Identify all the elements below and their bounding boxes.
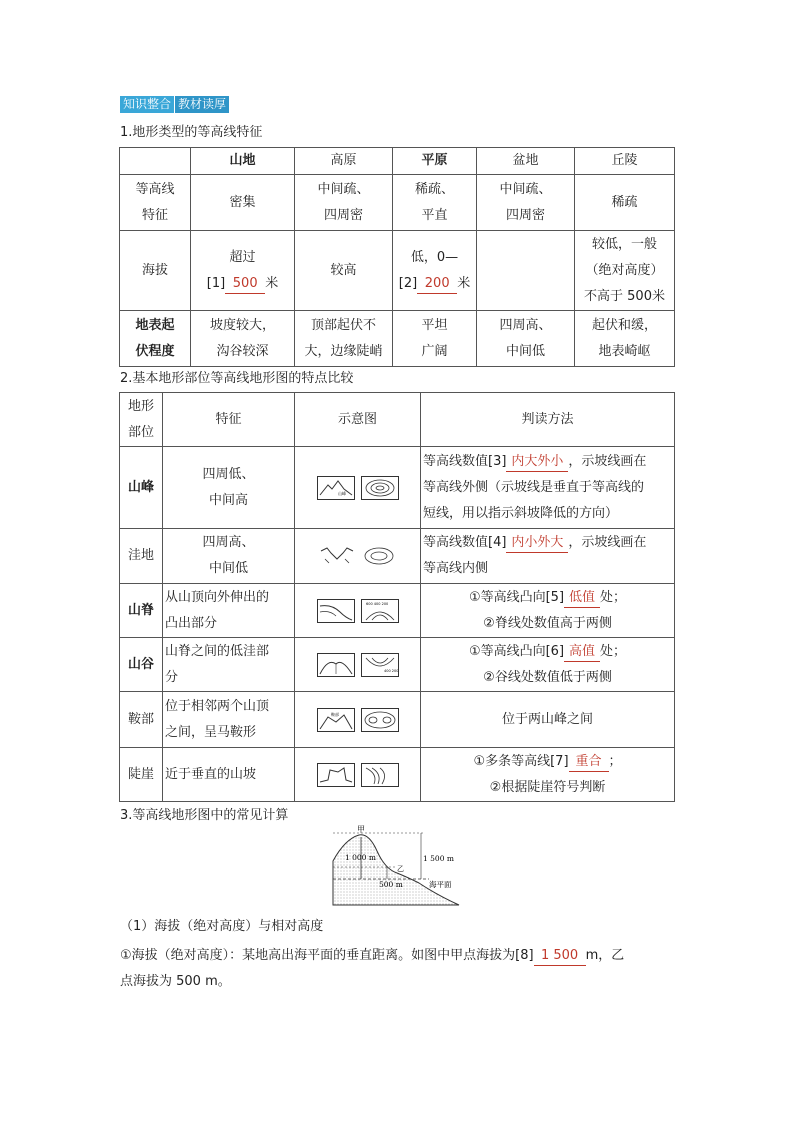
- cliff-contour-sketch: [361, 763, 399, 787]
- table-row: [120, 529, 675, 584]
- label-1000m: 1 000 m: [345, 853, 376, 862]
- table-row: [120, 692, 675, 748]
- diagram-cell: [295, 447, 421, 529]
- row-label: 等高线 特征: [120, 175, 191, 231]
- peak-contour-sketch: [361, 476, 399, 500]
- method-cell: ①等高线凸向[6] 高值 处； ②谷线处数值低于两侧: [421, 638, 675, 692]
- diagram-cell: [295, 638, 421, 692]
- label-yi: 乙: [397, 865, 404, 873]
- section2-title: 2.基本地形部位等高线地形图的特点比较: [120, 371, 354, 386]
- cell: 四周高、 中间低: [163, 529, 295, 584]
- header-cell: 判读方法: [421, 393, 675, 447]
- answer-blank-7: 重合: [569, 753, 609, 772]
- svg-text:600 400 200: 600 400 200: [365, 601, 388, 606]
- valley-contour-sketch: [361, 653, 399, 677]
- cell: 中间疏、 四周密: [295, 175, 393, 231]
- cell: 坡度较大， 沟谷较深: [191, 311, 295, 367]
- tag-knowledge: 知识整合: [120, 96, 174, 113]
- valley-profile-sketch: [317, 653, 355, 677]
- table-row: [120, 231, 675, 311]
- cell: 山脊之间的低洼部 分: [163, 638, 295, 692]
- answer-blank-8: 1 500: [534, 947, 586, 966]
- saddle-profile-sketch: [317, 708, 355, 732]
- cell: 中间疏、 四周密: [477, 175, 575, 231]
- header-cell: 平原: [393, 148, 477, 175]
- answer-blank-6: 高值: [564, 643, 600, 662]
- header-cell: 盆地: [477, 148, 575, 175]
- header-cell: [120, 148, 191, 175]
- basin-contour-sketch: [361, 545, 397, 567]
- cliff-profile-sketch: [317, 763, 355, 787]
- paragraph-line: ①海拔（绝对高度）：某地高出海平面的垂直距离。如图中甲点海拔为[8] 1 500 m，乙: [120, 942, 675, 970]
- part-name: 山脊: [120, 584, 163, 638]
- cell: 起伏和缓， 地表崎岖: [575, 311, 675, 367]
- table-row: [120, 584, 675, 638]
- row-label: 地表起 伏程度: [120, 311, 191, 367]
- cell: 位于相邻两个山顶 之间，呈马鞍形: [163, 692, 295, 748]
- header-cell: 地形 部位: [120, 393, 163, 447]
- answer-blank-1: 500: [225, 275, 265, 294]
- peak-profile-sketch: [317, 476, 355, 500]
- label-1500m: 1 500 m: [423, 854, 454, 863]
- row-label: 海拔: [120, 231, 191, 311]
- part-name: 鞍部: [120, 692, 163, 748]
- diagram-cell: [295, 529, 421, 584]
- cell: 近于垂直的山坡: [163, 748, 295, 802]
- answer-blank-3: 内大外小: [506, 453, 568, 472]
- cell: 平坦 广阔: [393, 311, 477, 367]
- section3-title: 3.等高线地形图中的常见计算: [120, 808, 289, 823]
- answer-blank-5: 低值: [564, 589, 600, 608]
- cell: 从山顶向外伸出的 凸出部分: [163, 584, 295, 638]
- cell: 低，0— [2] 200 米: [393, 231, 477, 311]
- table-row: [120, 748, 675, 802]
- cell: 密集: [191, 175, 295, 231]
- svg-text:山峰: 山峰: [337, 490, 346, 496]
- table-row: [120, 311, 675, 367]
- elevation-figure: [325, 825, 465, 907]
- method-cell: ①等高线凸向[5] 低值 处； ②脊线处数值高于两侧: [421, 584, 675, 638]
- header-cell: 丘陵: [575, 148, 675, 175]
- cell: 四周低、 中间高: [163, 447, 295, 529]
- diagram-cell: [295, 692, 421, 748]
- method-cell: 位于两山峰之间: [421, 692, 675, 748]
- header-cell: 高原: [295, 148, 393, 175]
- cell: 较高: [295, 231, 393, 311]
- answer-blank-4: 内小外大: [506, 534, 568, 553]
- terrain-part-table: [119, 392, 675, 802]
- answer-blank-2: 200: [417, 275, 457, 294]
- table-row: [120, 148, 675, 175]
- part-name: 山谷: [120, 638, 163, 692]
- table-row: [120, 638, 675, 692]
- label-500m: 500 m: [379, 880, 403, 889]
- svg-text:鞍部: 鞍部: [330, 711, 339, 717]
- diagram-cell: [295, 584, 421, 638]
- label-sea-level: 海平面: [429, 880, 452, 889]
- paragraph-line: 点海拔为 500 m。: [120, 974, 231, 989]
- table-row: [120, 175, 675, 231]
- basin-profile-sketch: [319, 545, 355, 567]
- header-cell: 特征: [163, 393, 295, 447]
- label-jia: 甲: [357, 825, 365, 834]
- part-name: 山峰: [120, 447, 163, 529]
- header-cell: 示意图: [295, 393, 421, 447]
- part-name: 洼地: [120, 529, 163, 584]
- cell: 超过 [1] 500 米: [191, 231, 295, 311]
- svg-text:400 200: 400 200: [383, 668, 398, 673]
- landform-table: [119, 147, 675, 367]
- header-cell: 山地: [191, 148, 295, 175]
- method-cell: ①多条等高线[7] 重合 ； ②根据陡崖符号判断: [421, 748, 675, 802]
- section1-title: 1.地形类型的等高线特征: [120, 125, 263, 140]
- method-cell: 等高线数值[3] 内大外小 ，示坡线画在 等高线外侧（示坡线是垂直于等高线的 短线，用以指示斜坡降低的方向）: [421, 447, 675, 529]
- cell: [477, 231, 575, 311]
- cell: 四周高、 中间低: [477, 311, 575, 367]
- section-tag: [120, 96, 229, 113]
- method-cell: 等高线数值[4] 内小外大 ，示坡线画在 等高线内侧: [421, 529, 675, 584]
- table-row: [120, 393, 675, 447]
- tag-textbook: 教材读厚: [175, 96, 229, 113]
- saddle-contour-sketch: [361, 708, 399, 732]
- cell: 顶部起伏不 大，边缘陡峭: [295, 311, 393, 367]
- cell: 稀疏、 平直: [393, 175, 477, 231]
- cell: 稀疏: [575, 175, 675, 231]
- subsection-title: （1）海拔（绝对高度）与相对高度: [120, 919, 324, 934]
- table-row: [120, 447, 675, 529]
- ridge-contour-sketch: [361, 599, 399, 623]
- part-name: 陡崖: [120, 748, 163, 802]
- diagram-cell: [295, 748, 421, 802]
- ridge-profile-sketch: [317, 599, 355, 623]
- cell: 较低，一般 （绝对高度） 不高于 500米: [575, 231, 675, 311]
